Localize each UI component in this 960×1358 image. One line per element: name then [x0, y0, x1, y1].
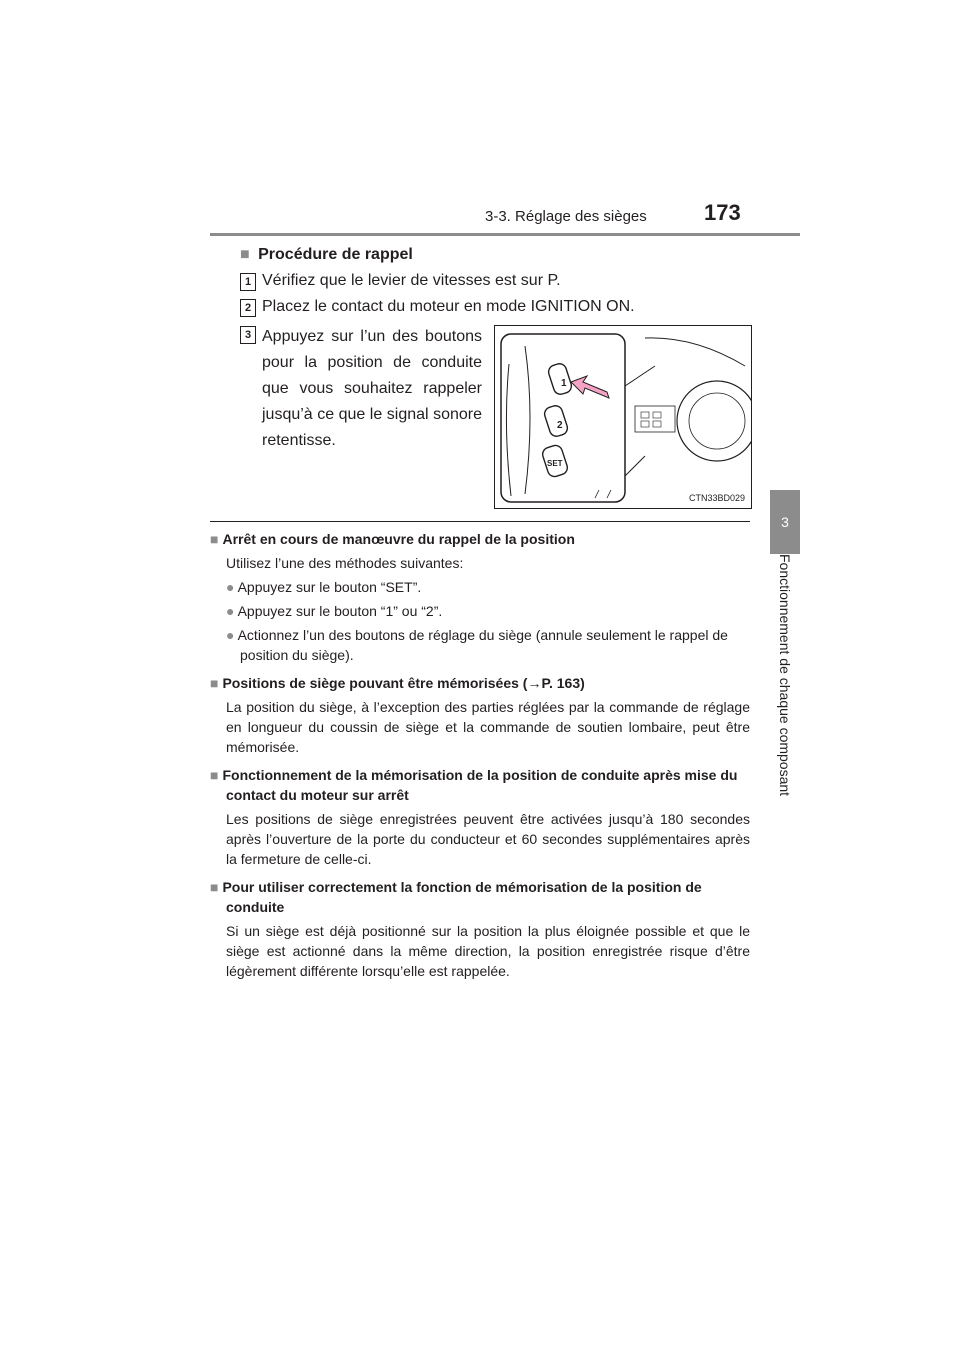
note-body: La position du siège, à l’exception des parties réglées par la commande de réglage en longueur du coussin de siège et la commande de soutien lombaire, peut être mémorisée.: [226, 699, 750, 755]
callout-line-top: [625, 366, 655, 386]
window-switch: [641, 421, 649, 427]
notes-section: [210, 529, 750, 981]
list-item: ● Actionnez l’un des boutons de réglage du siège (annule seulement le rappel de position du siège).: [226, 627, 728, 663]
note-intro: Utilisez l’une des méthodes suivantes:: [226, 555, 464, 571]
door-panel-illustration: [495, 326, 751, 508]
door-panel-edge: [506, 364, 511, 496]
step-3-text: Appuyez sur l’un des boutons pour la position de conduite que vous souhaitez rappeler jusqu’à ce que le signal sonore retentisse.: [262, 328, 482, 449]
seat-edge-marks: [595, 490, 611, 498]
panel-contour: [525, 346, 530, 494]
note-body: Les positions de siège enregistrées peuvent être activées jusqu’à 180 secondes après l’ouverture de la porte du conducteur et 60 secondes supplémentaires après la fermeture de celle-ci.: [226, 811, 750, 867]
set-button-label: SET: [547, 459, 563, 468]
pointing-arrow-icon: [571, 376, 609, 398]
header-divider: [210, 233, 800, 236]
round-bullet-icon: ●: [226, 603, 235, 619]
door-switch-panel: [635, 406, 675, 432]
memory-seat-buttons-figure: [494, 325, 752, 509]
step-number-badge: 2: [240, 299, 256, 317]
list-item: ● Appuyez sur le bouton “SET”.: [226, 579, 422, 595]
note-heading-stop-recall: ■ Arrêt en cours de manœuvre du rappel de la position: [210, 531, 575, 547]
zoom-callout-frame: [501, 334, 625, 502]
memory-button-1-label: 1: [561, 378, 567, 389]
note-heading-memorized-positions: ■ Positions de siège pouvant être mémorisées (→P. 163): [210, 675, 585, 691]
window-switch: [641, 412, 649, 418]
chapter-tab: 3: [770, 490, 800, 554]
memory-button-2-label: 2: [557, 420, 563, 431]
step-number-badge: 1: [240, 273, 256, 291]
square-bullet-icon: ■: [240, 246, 250, 263]
header-section-title: 3-3. Réglage des sièges: [485, 208, 647, 225]
steering-wheel-inner: [689, 393, 745, 449]
square-bullet-icon: ■: [210, 531, 219, 547]
note-heading-after-engine-off: ■ Fonctionnement de la mémorisation de la position de conduite après mise du contact du moteur sur arrêt: [210, 767, 738, 803]
round-bullet-icon: ●: [226, 579, 235, 595]
procedure-heading: [240, 246, 413, 264]
window-switch: [653, 412, 661, 418]
section-divider: [210, 521, 750, 522]
square-bullet-icon: ■: [210, 675, 219, 691]
memory-button-2: [543, 404, 569, 438]
step-number-badge: 3: [240, 326, 256, 344]
note-heading-correct-use: ■ Pour utiliser correctement la fonction de mémorisation de la position de conduite: [210, 879, 702, 915]
figure-code: CTN33BD029: [688, 493, 745, 503]
memory-button-1: [547, 362, 573, 396]
callout-line-bottom: [625, 456, 645, 476]
step-text: Placez le contact du moteur en mode IGNITION ON.: [262, 298, 635, 315]
procedure-heading-text: Procédure de rappel: [258, 246, 413, 263]
step-text: Vérifiez que le levier de vitesses est sur P.: [262, 272, 561, 289]
window-switch: [653, 421, 661, 427]
square-bullet-icon: ■: [210, 767, 219, 783]
page-number: 173: [704, 200, 741, 225]
list-item: ● Appuyez sur le bouton “1” ou “2”.: [226, 603, 443, 619]
note-body: Si un siège est déjà positionné sur la position la plus éloignée possible et que le siège est actionné dans la même direction, la position enregistrée risque d’être légèrement différente lorsqu’elle est rappelée.: [226, 923, 750, 979]
round-bullet-icon: ●: [226, 627, 235, 643]
chapter-tab-label: Fonctionnement de chaque composant: [777, 554, 793, 797]
square-bullet-icon: ■: [210, 879, 219, 895]
dashboard-contour: [645, 338, 745, 366]
